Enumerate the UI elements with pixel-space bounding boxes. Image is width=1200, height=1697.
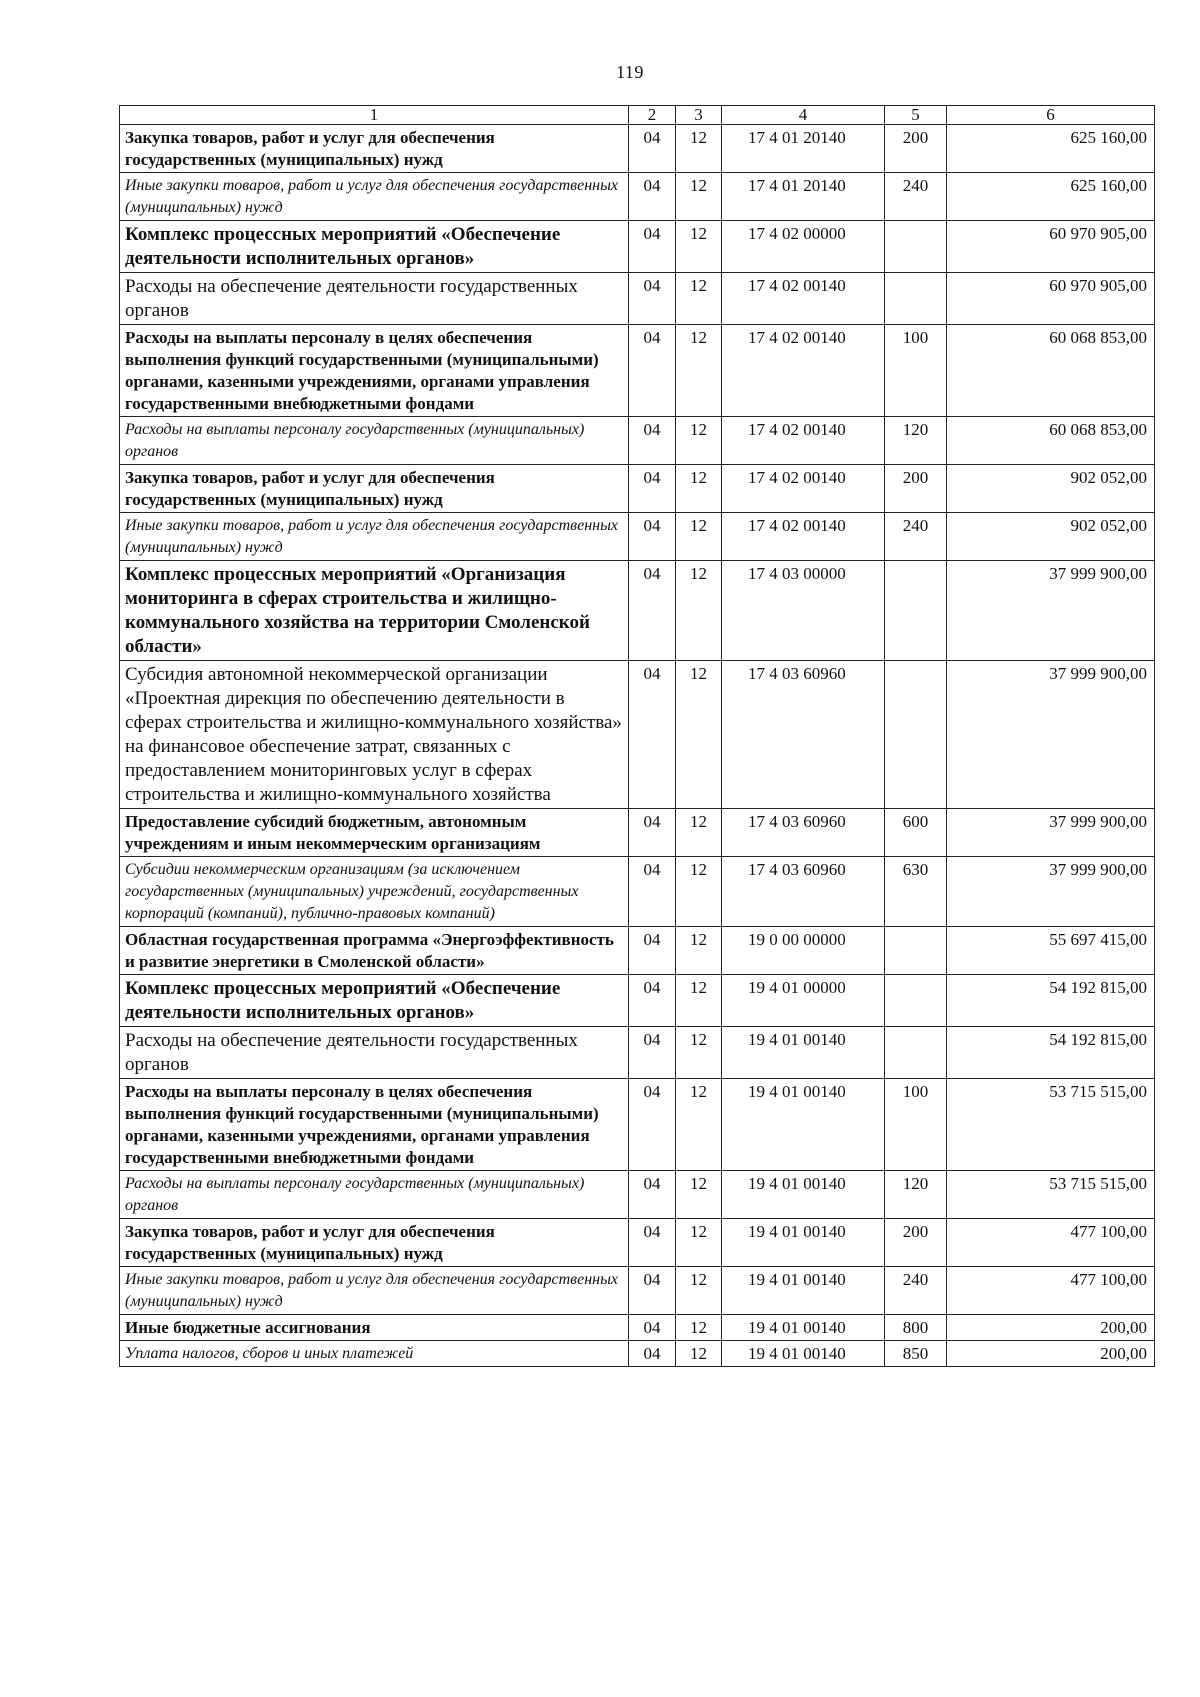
cell-type (885, 1027, 947, 1079)
cell-name: Расходы на обеспечение деятельности государственных органов (120, 273, 629, 325)
cell-name: Предоставление субсидий бюджетным, автономным учреждениям и иным некоммерческим организациям (120, 809, 629, 857)
header-cell-sum: 6 (947, 106, 1155, 125)
cell-subsection: 12 (676, 1341, 722, 1367)
cell-target: 17 4 02 00140 (722, 325, 885, 417)
cell-sum: 200,00 (947, 1315, 1155, 1341)
cell-target: 19 4 01 00140 (722, 1219, 885, 1267)
cell-section: 04 (629, 809, 676, 857)
table-row (120, 513, 1155, 561)
cell-type (885, 975, 947, 1027)
cell-name: Закупка товаров, работ и услуг для обеспечения государственных (муниципальных) нужд (120, 125, 629, 173)
cell-name: Уплата налогов, сборов и иных платежей (120, 1341, 629, 1367)
cell-type: 100 (885, 325, 947, 417)
cell-sum: 55 697 415,00 (947, 927, 1155, 975)
cell-sum: 37 999 900,00 (947, 561, 1155, 661)
cell-name: Комплекс процессных мероприятий «Организация мониторинга в сферах строительства и жилищно-коммунального хозяйства на территории Смоленской области» (120, 561, 629, 661)
header-cell-name: 1 (120, 106, 629, 125)
header-cell-section: 2 (629, 106, 676, 125)
cell-target: 19 4 01 00140 (722, 1079, 885, 1171)
cell-section: 04 (629, 513, 676, 561)
cell-type: 630 (885, 857, 947, 927)
cell-section: 04 (629, 975, 676, 1027)
cell-target: 19 4 01 00140 (722, 1341, 885, 1367)
cell-type: 850 (885, 1341, 947, 1367)
cell-target: 19 4 01 00140 (722, 1027, 885, 1079)
table-row (120, 975, 1155, 1027)
cell-section: 04 (629, 465, 676, 513)
cell-name: Закупка товаров, работ и услуг для обеспечения государственных (муниципальных) нужд (120, 1219, 629, 1267)
cell-sum: 60 970 905,00 (947, 273, 1155, 325)
cell-sum: 60 068 853,00 (947, 417, 1155, 465)
cell-section: 04 (629, 273, 676, 325)
table-row (120, 1171, 1155, 1219)
cell-section: 04 (629, 1027, 676, 1079)
cell-name: Расходы на выплаты персоналу государственных (муниципальных) органов (120, 1171, 629, 1219)
header-cell-target: 4 (722, 106, 885, 125)
table-row (120, 1267, 1155, 1315)
cell-subsection: 12 (676, 513, 722, 561)
header-row (120, 106, 1155, 125)
cell-type: 120 (885, 417, 947, 465)
cell-subsection: 12 (676, 465, 722, 513)
table-row (120, 1341, 1155, 1367)
cell-target: 17 4 02 00000 (722, 221, 885, 273)
cell-subsection: 12 (676, 561, 722, 661)
cell-target: 17 4 02 00140 (722, 273, 885, 325)
cell-name: Иные закупки товаров, работ и услуг для обеспечения государственных (муниципальных) нужд (120, 173, 629, 221)
cell-subsection: 12 (676, 417, 722, 465)
cell-sum: 625 160,00 (947, 173, 1155, 221)
cell-sum: 37 999 900,00 (947, 857, 1155, 927)
budget-table (119, 105, 1155, 1367)
cell-target: 17 4 03 60960 (722, 857, 885, 927)
table-row (120, 857, 1155, 927)
table-row (120, 417, 1155, 465)
table-row (120, 173, 1155, 221)
cell-type (885, 221, 947, 273)
table-header (120, 106, 1155, 125)
cell-sum: 902 052,00 (947, 465, 1155, 513)
table-row (120, 661, 1155, 809)
cell-target: 19 4 01 00140 (722, 1171, 885, 1219)
cell-subsection: 12 (676, 1219, 722, 1267)
cell-target: 19 4 01 00000 (722, 975, 885, 1027)
cell-sum: 37 999 900,00 (947, 661, 1155, 809)
cell-target: 17 4 03 00000 (722, 561, 885, 661)
cell-subsection: 12 (676, 273, 722, 325)
cell-section: 04 (629, 325, 676, 417)
table-row (120, 125, 1155, 173)
cell-type: 800 (885, 1315, 947, 1341)
cell-sum: 60 068 853,00 (947, 325, 1155, 417)
cell-type: 200 (885, 125, 947, 173)
cell-section: 04 (629, 561, 676, 661)
cell-name: Иные бюджетные ассигнования (120, 1315, 629, 1341)
cell-type: 240 (885, 1267, 947, 1315)
cell-name: Комплекс процессных мероприятий «Обеспечение деятельности исполнительных органов» (120, 975, 629, 1027)
cell-target: 17 4 01 20140 (722, 173, 885, 221)
table-body (120, 125, 1155, 1367)
table-row (120, 1027, 1155, 1079)
cell-subsection: 12 (676, 1171, 722, 1219)
cell-sum: 60 970 905,00 (947, 221, 1155, 273)
cell-type (885, 927, 947, 975)
cell-subsection: 12 (676, 975, 722, 1027)
table-row (120, 561, 1155, 661)
cell-target: 17 4 03 60960 (722, 809, 885, 857)
cell-target: 17 4 02 00140 (722, 417, 885, 465)
cell-type (885, 661, 947, 809)
header-cell-subsection: 3 (676, 106, 722, 125)
cell-name: Закупка товаров, работ и услуг для обеспечения государственных (муниципальных) нужд (120, 465, 629, 513)
cell-name: Расходы на выплаты персоналу в целях обеспечения выполнения функций государственными (муниципальными) органами, казенными учреждениями, органами управления государственными внебюджетными фондами (120, 325, 629, 417)
cell-sum: 902 052,00 (947, 513, 1155, 561)
cell-type: 100 (885, 1079, 947, 1171)
page-number: 119 (616, 62, 644, 82)
cell-sum: 54 192 815,00 (947, 975, 1155, 1027)
cell-subsection: 12 (676, 125, 722, 173)
cell-name: Субсидия автономной некоммерческой организации «Проектная дирекция по обеспечению деятельности в сферах строительства и жилищно-коммунального хозяйства» на финансовое обеспечение затрат, связанных с предоставлением мониторинговых услуг в сферах строительства и жилищно-коммунального хозяйства (120, 661, 629, 809)
table-row (120, 1315, 1155, 1341)
table-row (120, 465, 1155, 513)
cell-sum: 53 715 515,00 (947, 1079, 1155, 1171)
table-row (120, 927, 1155, 975)
cell-subsection: 12 (676, 221, 722, 273)
cell-name: Иные закупки товаров, работ и услуг для обеспечения государственных (муниципальных) нужд (120, 1267, 629, 1315)
cell-section: 04 (629, 173, 676, 221)
cell-subsection: 12 (676, 1267, 722, 1315)
cell-subsection: 12 (676, 809, 722, 857)
cell-subsection: 12 (676, 173, 722, 221)
cell-type: 600 (885, 809, 947, 857)
cell-type: 240 (885, 173, 947, 221)
cell-subsection: 12 (676, 1315, 722, 1341)
cell-target: 19 0 00 00000 (722, 927, 885, 975)
cell-section: 04 (629, 1171, 676, 1219)
cell-subsection: 12 (676, 927, 722, 975)
cell-type: 240 (885, 513, 947, 561)
cell-subsection: 12 (676, 661, 722, 809)
cell-type (885, 273, 947, 325)
cell-section: 04 (629, 125, 676, 173)
cell-name: Субсидии некоммерческим организациям (за исключением государственных (муниципальных) учреждений, государственных корпораций (компаний), публично-правовых компаний) (120, 857, 629, 927)
cell-name: Иные закупки товаров, работ и услуг для обеспечения государственных (муниципальных) нужд (120, 513, 629, 561)
table-row (120, 221, 1155, 273)
cell-type: 200 (885, 1219, 947, 1267)
cell-sum: 200,00 (947, 1341, 1155, 1367)
cell-sum: 477 100,00 (947, 1219, 1155, 1267)
cell-subsection: 12 (676, 325, 722, 417)
cell-section: 04 (629, 857, 676, 927)
cell-section: 04 (629, 1219, 676, 1267)
cell-target: 19 4 01 00140 (722, 1315, 885, 1341)
cell-subsection: 12 (676, 1027, 722, 1079)
cell-type: 200 (885, 465, 947, 513)
header-cell-type: 5 (885, 106, 947, 125)
cell-target: 17 4 03 60960 (722, 661, 885, 809)
cell-section: 04 (629, 927, 676, 975)
cell-section: 04 (629, 221, 676, 273)
table-row (120, 809, 1155, 857)
cell-target: 19 4 01 00140 (722, 1267, 885, 1315)
table-row (120, 325, 1155, 417)
cell-sum: 625 160,00 (947, 125, 1155, 173)
cell-section: 04 (629, 1079, 676, 1171)
cell-sum: 37 999 900,00 (947, 809, 1155, 857)
cell-section: 04 (629, 661, 676, 809)
cell-section: 04 (629, 1267, 676, 1315)
table-row (120, 1219, 1155, 1267)
cell-sum: 54 192 815,00 (947, 1027, 1155, 1079)
cell-name: Расходы на выплаты персоналу государственных (муниципальных) органов (120, 417, 629, 465)
cell-sum: 53 715 515,00 (947, 1171, 1155, 1219)
cell-type: 120 (885, 1171, 947, 1219)
cell-subsection: 12 (676, 1079, 722, 1171)
cell-target: 17 4 02 00140 (722, 465, 885, 513)
cell-type (885, 561, 947, 661)
cell-section: 04 (629, 1341, 676, 1367)
cell-target: 17 4 01 20140 (722, 125, 885, 173)
cell-target: 17 4 02 00140 (722, 513, 885, 561)
cell-section: 04 (629, 1315, 676, 1341)
cell-name: Областная государственная программа «Энергоэффективность и развитие энергетики в Смоленской области» (120, 927, 629, 975)
cell-subsection: 12 (676, 857, 722, 927)
cell-name: Расходы на обеспечение деятельности государственных органов (120, 1027, 629, 1079)
table-row (120, 1079, 1155, 1171)
cell-section: 04 (629, 417, 676, 465)
cell-name: Комплекс процессных мероприятий «Обеспечение деятельности исполнительных органов» (120, 221, 629, 273)
cell-sum: 477 100,00 (947, 1267, 1155, 1315)
table-row (120, 273, 1155, 325)
cell-name: Расходы на выплаты персоналу в целях обеспечения выполнения функций государственными (муниципальными) органами, казенными учреждениями, органами управления государственными внебюджетными фондами (120, 1079, 629, 1171)
